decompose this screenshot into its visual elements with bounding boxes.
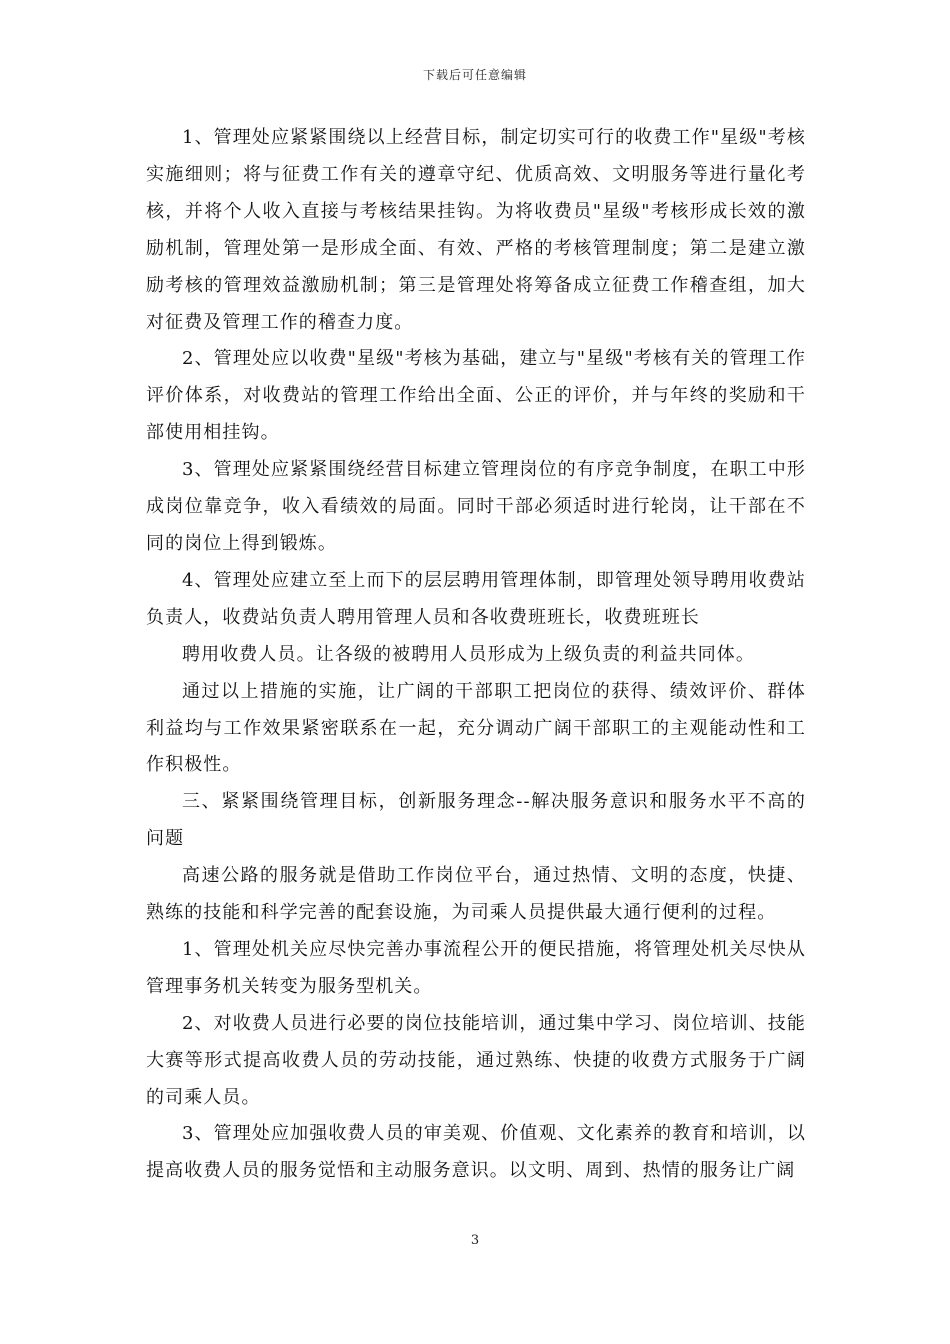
paragraph-2: 2、管理处应以收费"星级"考核为基础，建立与"星级"考核有关的管理工作评价体系，对收费站的管理工作给出全面、公正的评价，并与年终的奖励和干部使用相挂钩。 <box>146 348 806 444</box>
paragraph-1: 1、管理处应紧紧围绕以上经营目标，制定切实可行的收费工作"星级"考核实施细则；将与征费工作有关的遵章守纪、优质高效、文明服务等进行量化考核，并将个人收入直接与考核结果挂钩。为将收费员"星级"考核形成长效的激励机制，管理处第一是形成全面、有效、严格的考核管理制度；第二是建立激励考核的管理效益激励机制；第三是管理处将筹备成立征费工作稽查组，加大对征费及管理工作的稽查力度。 <box>146 127 806 333</box>
paragraph-3: 3、管理处应紧紧围绕经营目标建立管理岗位的有序竞争制度，在职工中形成岗位靠竞争，收入看绩效的局面。同时干部必须适时进行轮岗，让干部在不同的岗位上得到锻炼。 <box>146 459 806 554</box>
section-heading-3: 三、紧紧围绕管理目标，创新服务理念--解决服务意识和服务水平不高的问题 <box>146 791 806 850</box>
page-number: 3 <box>470 1233 480 1248</box>
document-body <box>146 120 806 1190</box>
header-note: 下载后可任意编辑 <box>422 68 527 82</box>
paragraph-service-3: 3、管理处应加强收费人员的审美观、价值观、文化素养的教育和培训，以提高收费人员的服务觉悟和主动服务意识。以文明、周到、热情的服务让广阔 <box>146 1123 806 1182</box>
paragraph-service-2: 2、对收费人员进行必要的岗位技能培训，通过集中学习、岗位培训、技能大赛等形式提高收费人员的劳动技能，通过熟练、快捷的收费方式服务于广阔的司乘人员。 <box>146 1012 806 1108</box>
paragraph-4: 4、管理处应建立至上而下的层层聘用管理体制，即管理处领导聘用收费站负责人，收费站负责人聘用管理人员和各收费班班长，收费班班长 <box>146 569 806 628</box>
paragraph-4-continued: 聘用收费人员。让各级的被聘用人员形成为上级负责的利益共同体。 <box>182 643 755 665</box>
paragraph-summary: 通过以上措施的实施，让广阔的干部职工把岗位的获得、绩效评价、群体利益均与工作效果紧密联系在一起，充分调动广阔干部职工的主观能动性和工作积极性。 <box>146 680 806 776</box>
paragraph-service-definition: 高速公路的服务就是借助工作岗位平台，通过热情、文明的态度，快捷、熟练的技能和科学完善的配套设施，为司乘人员提供最大通行便利的过程。 <box>146 865 806 924</box>
paragraph-service-1: 1、管理处机关应尽快完善办事流程公开的便民措施，将管理处机关尽快从管理事务机关转变为服务型机关。 <box>146 938 806 997</box>
